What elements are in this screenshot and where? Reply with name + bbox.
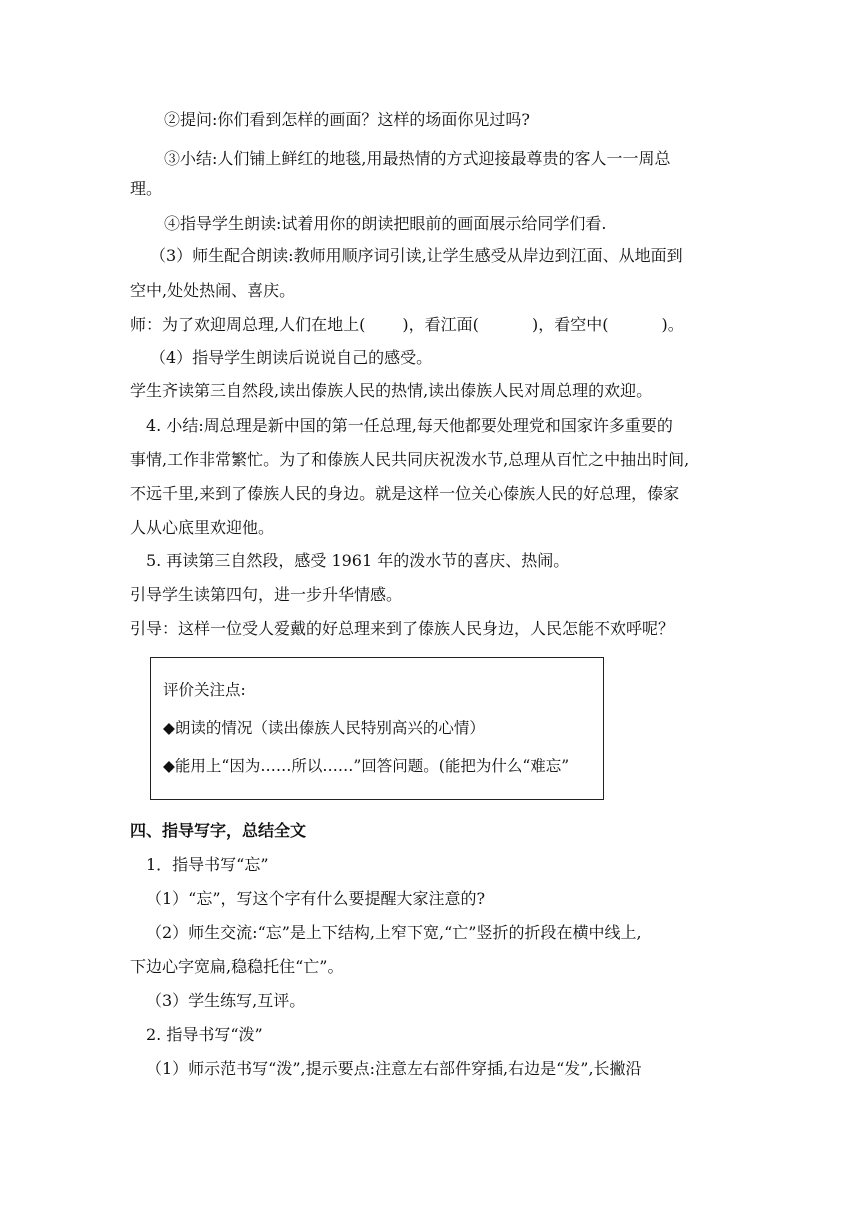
- paragraph-line: 4. 小结:周总理是新中国的第一任总理,每天他都要处理党和国家许多重要的: [146, 416, 673, 435]
- paragraph-line: ④指导学生朗读:试着用你的朗读把眼前的画面展示给同学们看.: [164, 214, 607, 233]
- paragraph-line: （1）师示范书写“泼”,提示要点:注意左右部件穿插,右边是“发”,长撇沿: [146, 1059, 642, 1078]
- paragraph-line: 空中,处处热闹、喜庆。: [130, 281, 296, 300]
- paragraph-line: 不远千里,来到了傣族人民的身边。就是这样一位关心傣族人民的好总理，傣家: [130, 484, 680, 503]
- paragraph-line: 学生齐读第三自然段,读出傣族人民的热情,读出傣族人民对周总理的欢迎。: [130, 381, 653, 400]
- paragraph-line: （1）“忘”，写这个字有什么要提醒大家注意的?: [146, 889, 486, 908]
- paragraph-line: 下边心字宽扁,稳稳托住“亡”。: [130, 957, 344, 976]
- section-heading: 四、指导写字，总结全文: [130, 821, 307, 840]
- paragraph-line: 1．指导书写“忘”: [146, 855, 269, 874]
- paragraph-line: 人从心底里欢迎他。: [130, 518, 275, 537]
- paragraph-line: 5. 再读第三自然段，感受 1961 年的泼水节的喜庆、热闹。: [146, 551, 570, 570]
- paragraph-line: 2. 指导书写“泼”: [146, 1025, 263, 1044]
- paragraph-line: 引导：这样一位受人爱戴的好总理来到了傣族人民身边，人民怎能不欢呼呢？: [130, 619, 675, 638]
- evaluation-box-title: 评价关注点:: [163, 681, 246, 699]
- paragraph-line: 理。: [130, 179, 163, 198]
- evaluation-item: ◆朗读的情况（读出傣族人民特别高兴的心情）: [163, 719, 485, 737]
- paragraph-line: （3）师生配合朗读:教师用顺序词引读,让学生感受从岸边到江面、从地面到: [150, 246, 683, 265]
- paragraph-line: ③小结:人们铺上鲜红的地毯,用最热情的方式迎接最尊贵的客人一一周总: [164, 149, 671, 168]
- paragraph-line: ②提问:你们看到怎样的画面？这样的场面你见过吗?: [164, 110, 530, 129]
- paragraph-line: 师：为了欢迎周总理,人们在地上( )，看江面( )，看空中( )。: [130, 315, 684, 334]
- paragraph-line: （3）学生练写,互评。: [146, 991, 306, 1010]
- paragraph-line: 事情,工作非常繁忙。为了和傣族人民共同庆祝泼水节,总理从百忙之中抽出时间,: [130, 450, 690, 469]
- paragraph-line: （2）师生交流:“忘”是上下结构,上窄下宽,“亡”竖折的折段在横中线上,: [146, 923, 642, 942]
- paragraph-line: 引导学生读第四句，进一步升华情感。: [130, 585, 403, 604]
- evaluation-item: ◆能用上“因为……所以……”回答问题。(能把为什么“难忘”: [163, 757, 570, 775]
- paragraph-line: （4）指导学生朗读后说说自己的感受。: [150, 348, 433, 367]
- evaluation-box: [150, 657, 604, 800]
